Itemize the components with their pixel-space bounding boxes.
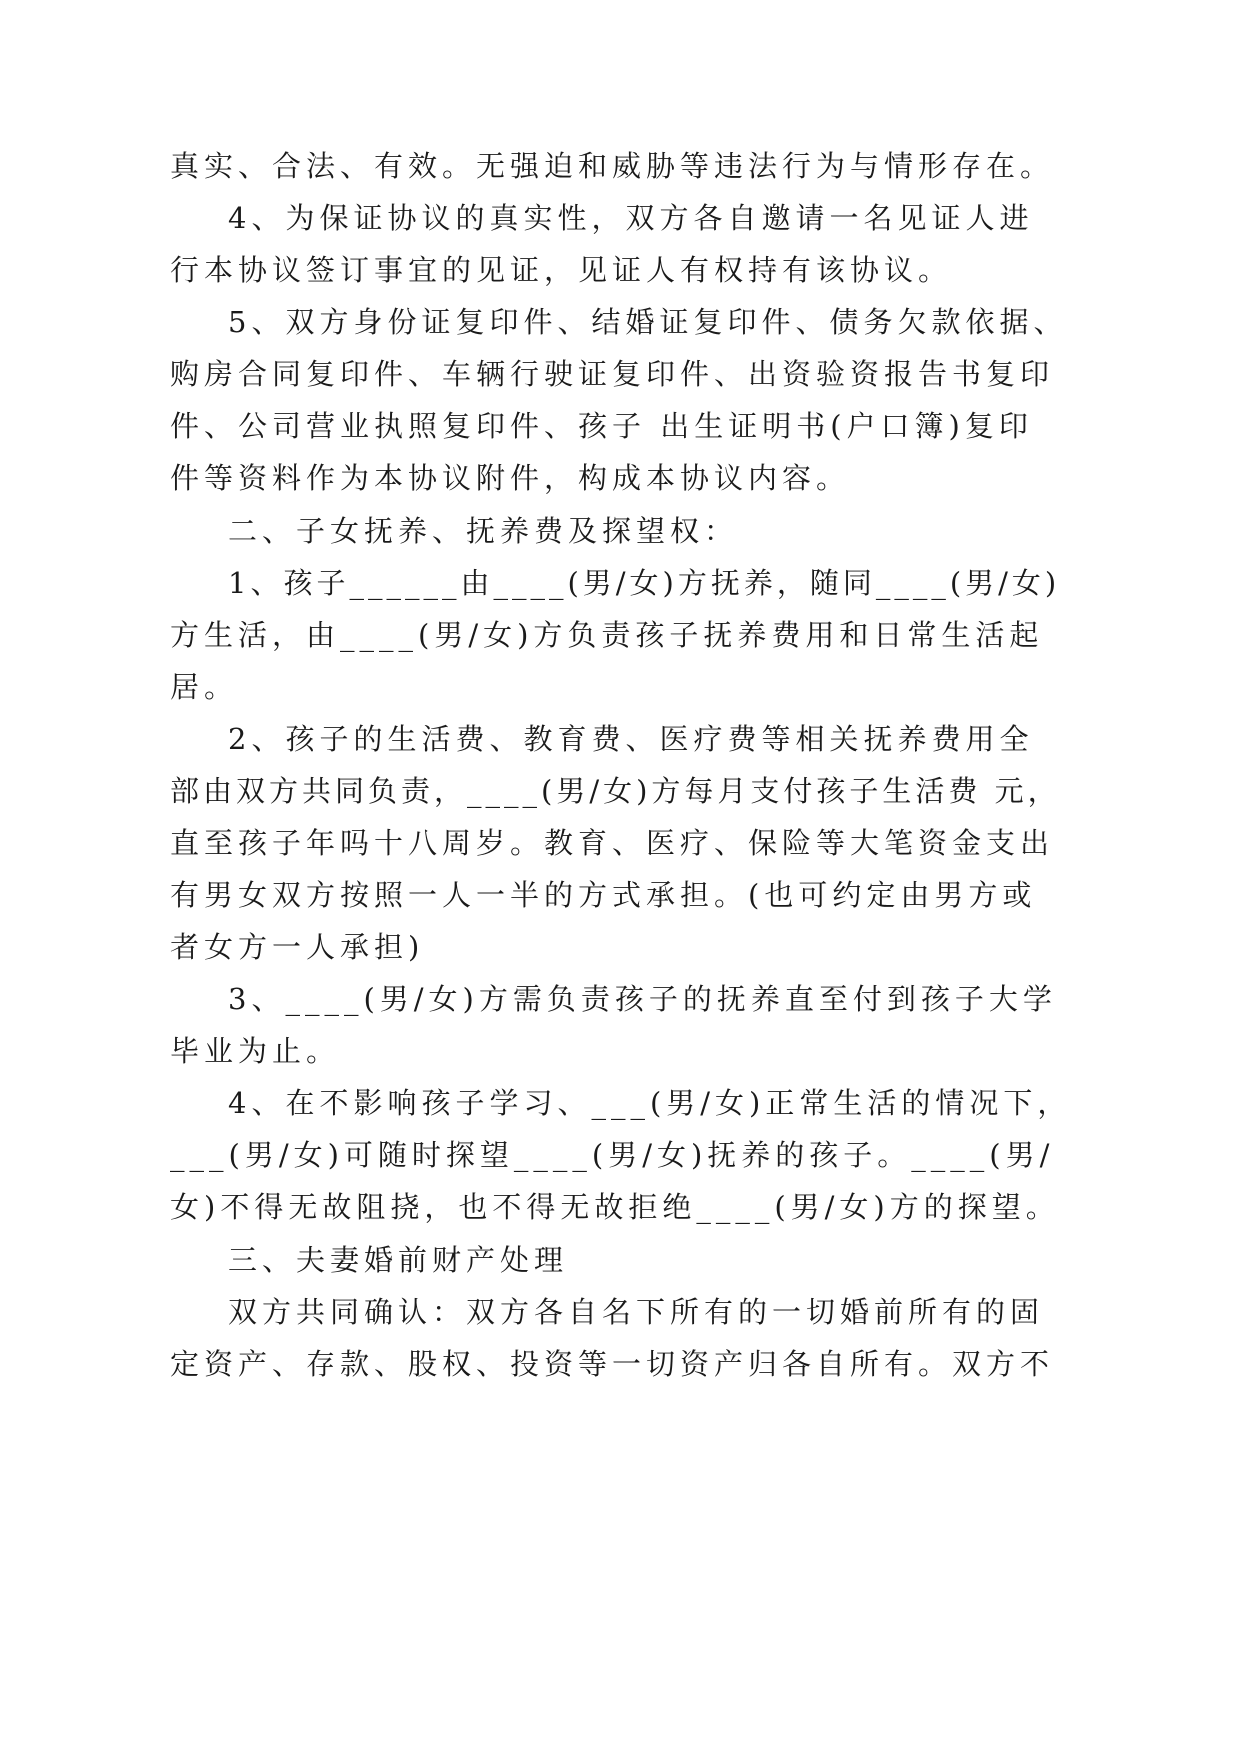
text-line-9: 1、孩子______由____(男/女)方抚养，随同____(男/女) [228, 566, 1061, 600]
text-line-16: 者女方一人承担) [170, 930, 425, 964]
text-line-10: 方生活，由____(男/女)方负责孩子抚养费用和日常生活起 [170, 618, 1044, 652]
text-line-11: 居。 [170, 670, 239, 704]
text-line-24: 定资产、存款、股权、投资等一切资产归各自所有。双方不 [170, 1347, 1055, 1381]
text-line-13: 部由双方共同负责，____(男/女)方每月支付孩子生活费 元， [170, 774, 1061, 808]
text-line-20: ___(男/女)可随时探望____(男/女)抚养的孩子。____(男/ [170, 1138, 1055, 1172]
text-line-17: 3、____(男/女)方需负责孩子的抚养直至付到孩子大学 [228, 982, 1057, 1016]
text-line-3: 行本协议签订事宜的见证，见证人有权持有该协议。 [170, 253, 953, 287]
text-line-14: 直至孩子年吗十八周岁。教育、医疗、保险等大笔资金支出 [170, 826, 1055, 860]
text-line-18: 毕业为止。 [170, 1034, 341, 1068]
text-line-15: 有男女双方按照一人一半的方式承担。(也可约定由男方或 [170, 878, 1037, 912]
text-line-1: 真实、合法、有效。无强迫和威胁等违法行为与情形存在。 [170, 149, 1055, 183]
text-line-23: 双方共同确认：双方各自名下所有的一切婚前所有的固 [228, 1295, 1045, 1329]
text-line-12: 2、孩子的生活费、教育费、医疗费等相关抚养费用全 [228, 722, 1034, 756]
text-line-6: 件、公司营业执照复印件、孩子 出生证明书(户口簿)复印 [170, 409, 1033, 443]
section-heading-3: 三、夫妻婚前财产处理 [228, 1243, 569, 1277]
text-line-7: 件等资料作为本协议附件，构成本协议内容。 [170, 461, 851, 495]
text-line-21: 女)不得无故阻挠，也不得无故拒绝____(男/女)方的探望。 [170, 1190, 1060, 1224]
text-line-4: 5、双方身份证复印件、结婚证复印件、债务欠款依据、 [228, 305, 1068, 339]
text-line-19: 4、在不影响孩子学习、___(男/女)正常生活的情况下， [228, 1086, 1072, 1120]
text-line-5: 购房合同复印件、车辆行驶证复印件、出资验资报告书复印 [170, 357, 1055, 391]
text-line-2: 4、为保证协议的真实性，双方各自邀请一名见证人进 [228, 201, 1034, 235]
section-heading-2: 二、子女抚养、抚养费及探望权： [228, 514, 739, 548]
